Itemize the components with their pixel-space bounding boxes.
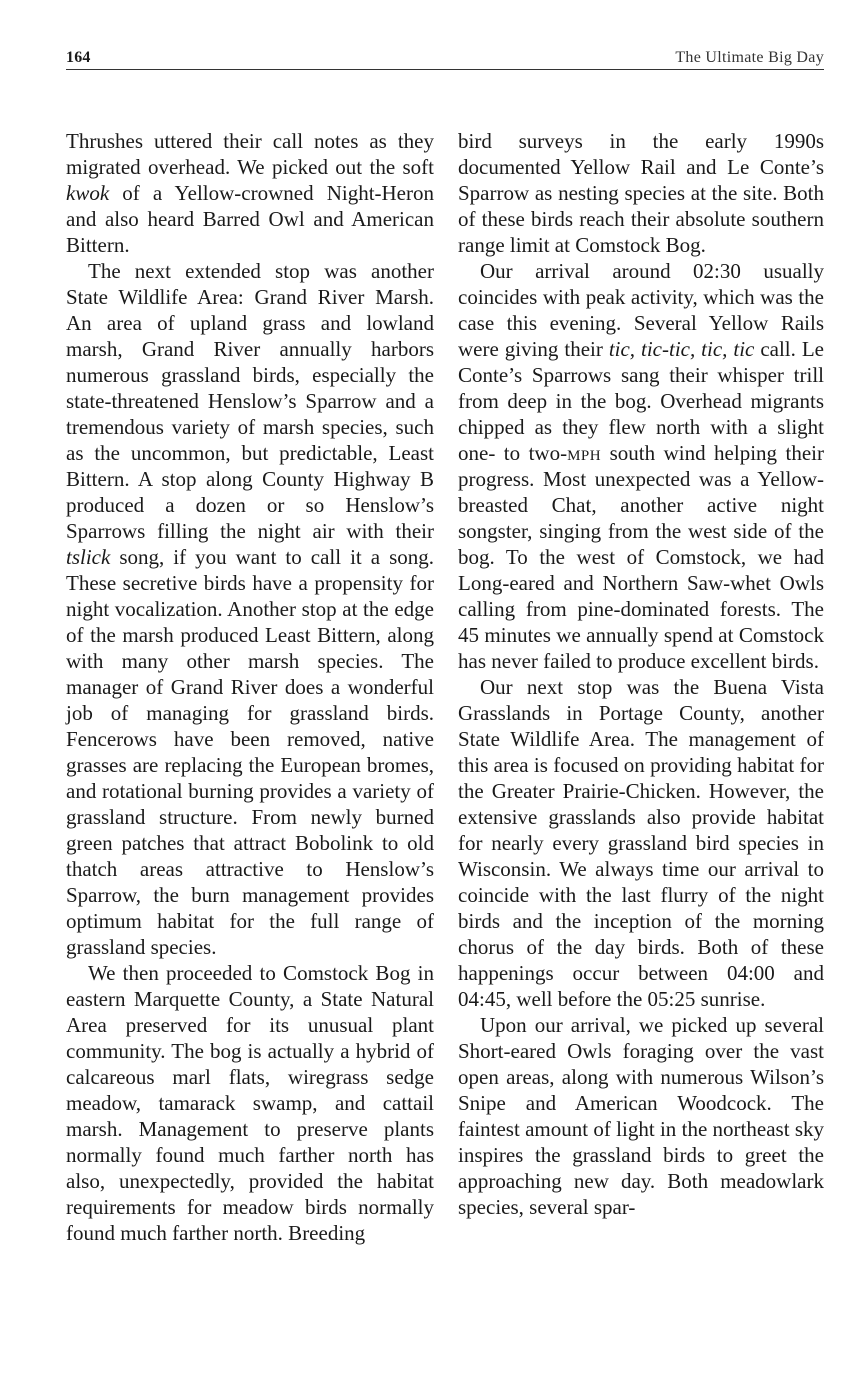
paragraph: Thrushes uttered their call notes as they migrated overhead. We picked out the soft kwok of a Yellow-crowned Night-Heron and also heard Barred Owl and American Bittern. (66, 129, 434, 257)
paragraph: Upon our arrival, we picked up several Short-eared Owls foraging over the vast open areas, along with numerous Wilson’s Snipe and American Woodcock. The faintest amount of light in the northeast sky inspires the grassland birds to greet the approaching new day. Both meadowlark species, several spar- (458, 1013, 824, 1219)
small-caps-unit: mph (567, 441, 602, 465)
paragraph: Our arrival around 02:30 usually coincides with peak activity, which was the case this evening. Several Yellow Rails were giving their tic, tic-tic, tic, tic call. Le Conte’s Sparrows sang their whisper trill from deep in the bog. Overhead migrants chipped as they flew north with a slight one- to two-mph south wind helping their progress. Most unexpected was a Yellow-breasted Chat, another active night songster, singing from the west side of the bog. To the west of Comstock, we had Long-eared and Northern Saw-whet Owls calling from pine-dominated forests. The 45 minutes we annually spend at Comstock has never failed to produce excellent birds. (458, 259, 824, 673)
left-column (66, 128, 434, 1246)
running-title: The Ultimate Big Day (675, 49, 824, 66)
emphasis: tslick (66, 545, 111, 569)
page-number: 164 (66, 49, 91, 66)
paragraph: The next extended stop was another State Wildlife Area: Grand River Marsh. An area of upland grass and lowland marsh, Grand River annually harbors numerous grassland birds, especially the state-threatened Henslow’s Sparrow and a tremendous variety of marsh species, such as the uncommon, but predictable, Least Bittern. A stop along County Highway B produced a dozen or so Henslow’s Sparrows filling the night air with their tslick song, if you want to call it a song. These secretive birds have a propensity for night vocalization. Another stop at the edge of the marsh produced Least Bittern, along with many other marsh species. The manager of Grand River does a wonderful job of managing for grassland birds. Fencerows have been removed, native grasses are replacing the European bromes, and rotational burning provides a variety of grassland structure. From newly burned green patches that attract Bobolink to old thatch areas attractive to Henslow’s Sparrow, the burn management provides optimum habitat for the full range of grassland species. (66, 259, 434, 959)
emphasis: tic, tic-tic, tic, tic (608, 337, 755, 361)
running-head (66, 44, 824, 70)
paragraph: Our next stop was the Buena Vista Grasslands in Portage County, another State Wildlife Area. The management of this area is focused on providing habitat for the Greater Prairie-Chicken. However, the extensive grasslands also provide habitat for nearly every grassland bird species in Wisconsin. We always time our arrival to coincide with the last flurry of the night birds and the inception of the morning chorus of the day birds. Both of these happenings occur between 04:00 and 04:45, well before the 05:25 sunrise. (458, 675, 824, 1011)
paragraph: We then proceeded to Comstock Bog in eastern Marquette County, a State Natural Area preserved for its unusual plant community. The bog is actually a hybrid of calcareous marl flats, wiregrass sedge meadow, tamarack swamp, and cattail marsh. Management to preserve plants normally found much farther north has also, unexpectedly, provided the habitat requirements for meadow birds normally found much farther north. Breeding (66, 961, 434, 1245)
emphasis: kwok (66, 181, 110, 205)
paragraph: bird surveys in the early 1990s documented Yellow Rail and Le Conte’s Sparrow as nesting species at the site. Both of these birds reach their absolute southern range limit at Comstock Bog. (458, 129, 824, 257)
right-column (458, 128, 824, 1220)
